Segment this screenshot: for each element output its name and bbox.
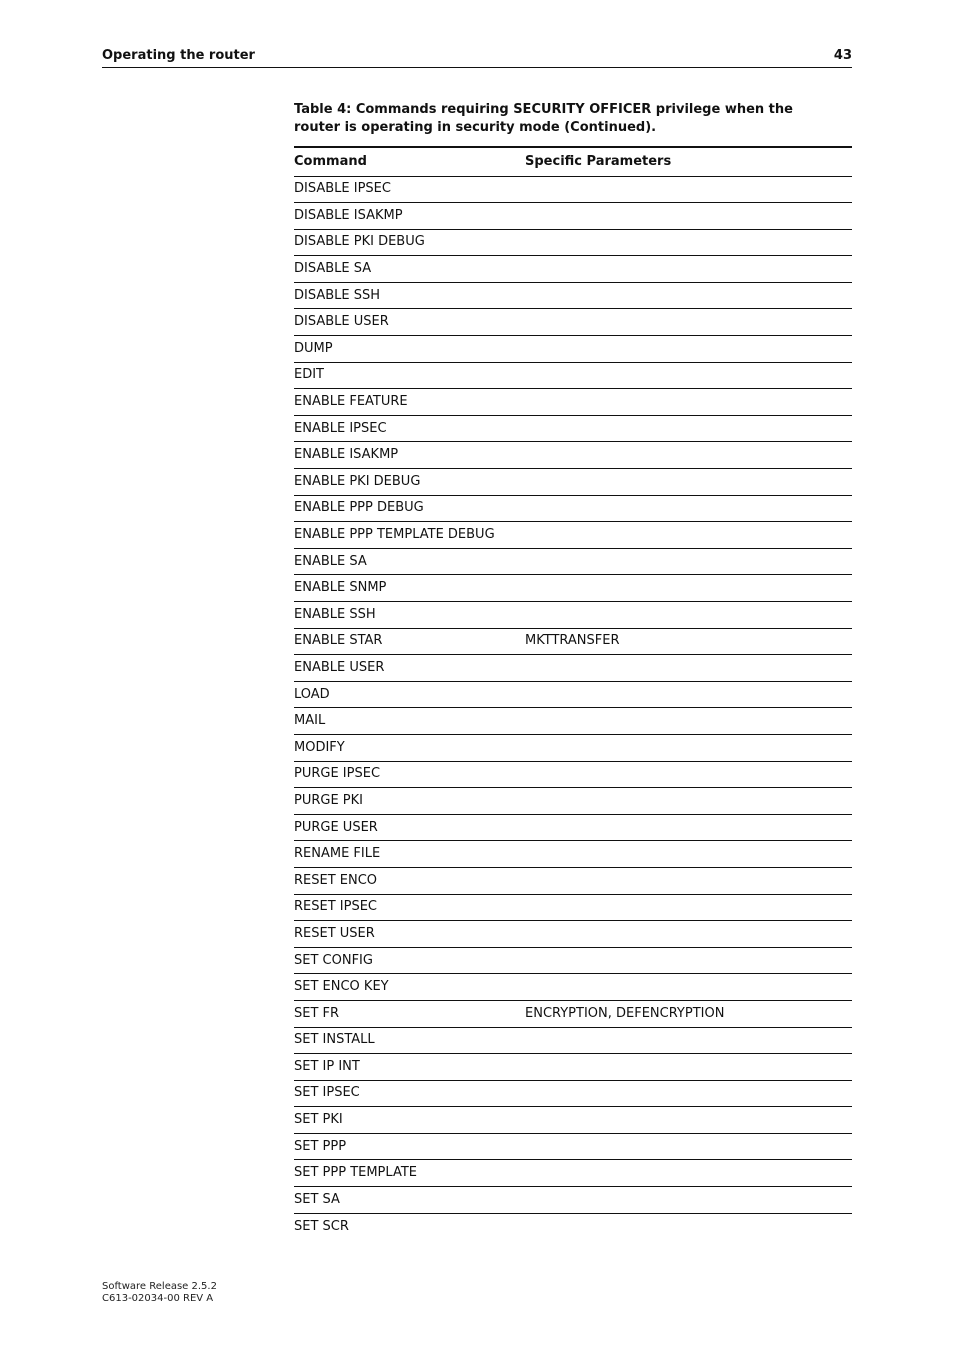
parameters-cell bbox=[525, 947, 852, 974]
table-row bbox=[294, 415, 852, 442]
parameters-cell bbox=[525, 389, 852, 416]
parameters-cell bbox=[525, 522, 852, 549]
table-row bbox=[294, 708, 852, 735]
parameters-cell bbox=[525, 336, 852, 363]
table-row bbox=[294, 947, 852, 974]
table-header-row bbox=[294, 147, 852, 176]
command-cell: ENABLE PPP TEMPLATE DEBUG bbox=[294, 522, 525, 549]
command-cell: MAIL bbox=[294, 708, 525, 735]
command-cell: ENABLE PKI DEBUG bbox=[294, 469, 525, 496]
parameters-cell bbox=[525, 282, 852, 309]
commands-table bbox=[294, 146, 852, 1240]
table-row bbox=[294, 974, 852, 1001]
parameters-cell bbox=[525, 1107, 852, 1134]
command-cell: SET ENCO KEY bbox=[294, 974, 525, 1001]
table-row bbox=[294, 788, 852, 815]
command-cell: ENABLE SSH bbox=[294, 602, 525, 629]
command-cell: DISABLE SSH bbox=[294, 282, 525, 309]
parameters-cell bbox=[525, 575, 852, 602]
command-cell: DISABLE ISAKMP bbox=[294, 203, 525, 230]
command-cell: ENABLE IPSEC bbox=[294, 415, 525, 442]
command-cell: DISABLE PKI DEBUG bbox=[294, 229, 525, 256]
running-footer bbox=[102, 1281, 217, 1305]
table-row bbox=[294, 1027, 852, 1054]
command-cell: SET IPSEC bbox=[294, 1080, 525, 1107]
table-row bbox=[294, 1080, 852, 1107]
command-cell: ENABLE PPP DEBUG bbox=[294, 495, 525, 522]
table-row bbox=[294, 1054, 852, 1081]
table-row bbox=[294, 176, 852, 203]
running-header bbox=[102, 48, 852, 68]
parameters-cell bbox=[525, 176, 852, 203]
command-cell: SET IP INT bbox=[294, 1054, 525, 1081]
parameters-cell bbox=[525, 495, 852, 522]
parameters-cell bbox=[525, 1187, 852, 1214]
table-row bbox=[294, 761, 852, 788]
command-cell: PURGE USER bbox=[294, 814, 525, 841]
command-cell: SET FR bbox=[294, 1000, 525, 1027]
parameters-cell bbox=[525, 734, 852, 761]
command-cell: SET INSTALL bbox=[294, 1027, 525, 1054]
parameters-cell bbox=[525, 867, 852, 894]
table-row bbox=[294, 1160, 852, 1187]
table-caption: Table 4: Commands requiring SECURITY OFFICER privilege when the router is operating in security mode (Continued). bbox=[294, 102, 793, 135]
parameters-cell bbox=[525, 362, 852, 389]
table-row bbox=[294, 389, 852, 416]
command-cell: ENABLE FEATURE bbox=[294, 389, 525, 416]
table-row bbox=[294, 229, 852, 256]
parameters-cell bbox=[525, 602, 852, 629]
command-cell: SET CONFIG bbox=[294, 947, 525, 974]
command-cell: DISABLE IPSEC bbox=[294, 176, 525, 203]
table-row bbox=[294, 1133, 852, 1160]
command-cell: PURGE IPSEC bbox=[294, 761, 525, 788]
table-row bbox=[294, 602, 852, 629]
parameters-cell bbox=[525, 203, 852, 230]
parameters-cell bbox=[525, 548, 852, 575]
command-cell: ENABLE STAR bbox=[294, 628, 525, 655]
column-header-specific-parameters: Specific Parameters bbox=[525, 147, 852, 176]
parameters-cell bbox=[525, 761, 852, 788]
table-row bbox=[294, 681, 852, 708]
parameters-cell bbox=[525, 788, 852, 815]
parameters-cell bbox=[525, 814, 852, 841]
command-cell: SET PPP TEMPLATE bbox=[294, 1160, 525, 1187]
command-cell: LOAD bbox=[294, 681, 525, 708]
command-cell: ENABLE SNMP bbox=[294, 575, 525, 602]
table-row bbox=[294, 203, 852, 230]
command-cell: SET PPP bbox=[294, 1133, 525, 1160]
table-row bbox=[294, 655, 852, 682]
table-row bbox=[294, 894, 852, 921]
table-row bbox=[294, 282, 852, 309]
section-title: Operating the router bbox=[102, 48, 255, 63]
command-cell: RENAME FILE bbox=[294, 841, 525, 868]
table-row bbox=[294, 336, 852, 363]
command-cell: DUMP bbox=[294, 336, 525, 363]
table-row bbox=[294, 469, 852, 496]
parameters-cell bbox=[525, 1027, 852, 1054]
column-header-command: Command bbox=[294, 147, 525, 176]
parameters-cell bbox=[525, 1160, 852, 1187]
table-row bbox=[294, 841, 852, 868]
parameters-cell bbox=[525, 1213, 852, 1240]
parameters-cell: ENCRYPTION, DEFENCRYPTION bbox=[525, 1000, 852, 1027]
parameters-cell bbox=[525, 469, 852, 496]
table-row bbox=[294, 1187, 852, 1214]
command-cell: ENABLE SA bbox=[294, 548, 525, 575]
table-row bbox=[294, 256, 852, 283]
parameters-cell bbox=[525, 415, 852, 442]
table-body bbox=[294, 176, 852, 1240]
command-cell: SET SA bbox=[294, 1187, 525, 1214]
document-number: C613-02034-00 REV A bbox=[102, 1293, 214, 1304]
table-row bbox=[294, 734, 852, 761]
parameters-cell bbox=[525, 708, 852, 735]
table-row bbox=[294, 628, 852, 655]
table-row bbox=[294, 309, 852, 336]
command-cell: DISABLE USER bbox=[294, 309, 525, 336]
command-cell: RESET IPSEC bbox=[294, 894, 525, 921]
command-cell: PURGE PKI bbox=[294, 788, 525, 815]
table-row bbox=[294, 1107, 852, 1134]
table-row bbox=[294, 548, 852, 575]
parameters-cell bbox=[525, 1054, 852, 1081]
command-cell: EDIT bbox=[294, 362, 525, 389]
parameters-cell bbox=[525, 681, 852, 708]
table-row bbox=[294, 442, 852, 469]
parameters-cell bbox=[525, 894, 852, 921]
table-row bbox=[294, 495, 852, 522]
parameters-cell bbox=[525, 256, 852, 283]
command-cell: RESET USER bbox=[294, 921, 525, 948]
parameters-cell bbox=[525, 229, 852, 256]
command-cell: RESET ENCO bbox=[294, 867, 525, 894]
table-row bbox=[294, 1000, 852, 1027]
table-row bbox=[294, 921, 852, 948]
parameters-cell bbox=[525, 921, 852, 948]
table-row bbox=[294, 867, 852, 894]
parameters-cell bbox=[525, 442, 852, 469]
command-cell: ENABLE ISAKMP bbox=[294, 442, 525, 469]
command-cell: ENABLE USER bbox=[294, 655, 525, 682]
command-cell: DISABLE SA bbox=[294, 256, 525, 283]
parameters-cell bbox=[525, 974, 852, 1001]
parameters-cell bbox=[525, 309, 852, 336]
parameters-cell bbox=[525, 841, 852, 868]
command-cell: MODIFY bbox=[294, 734, 525, 761]
parameters-cell bbox=[525, 1080, 852, 1107]
table-row bbox=[294, 362, 852, 389]
command-cell: SET SCR bbox=[294, 1218, 349, 1234]
table-row bbox=[294, 1213, 852, 1240]
parameters-cell bbox=[525, 1133, 852, 1160]
table-row bbox=[294, 814, 852, 841]
parameters-cell bbox=[525, 655, 852, 682]
page-number: 43 bbox=[833, 48, 852, 63]
table-row bbox=[294, 522, 852, 549]
software-release: Software Release 2.5.2 bbox=[102, 1281, 217, 1292]
table-row bbox=[294, 575, 852, 602]
parameters-cell: MKTTRANSFER bbox=[525, 628, 852, 655]
command-cell: SET PKI bbox=[294, 1107, 525, 1134]
